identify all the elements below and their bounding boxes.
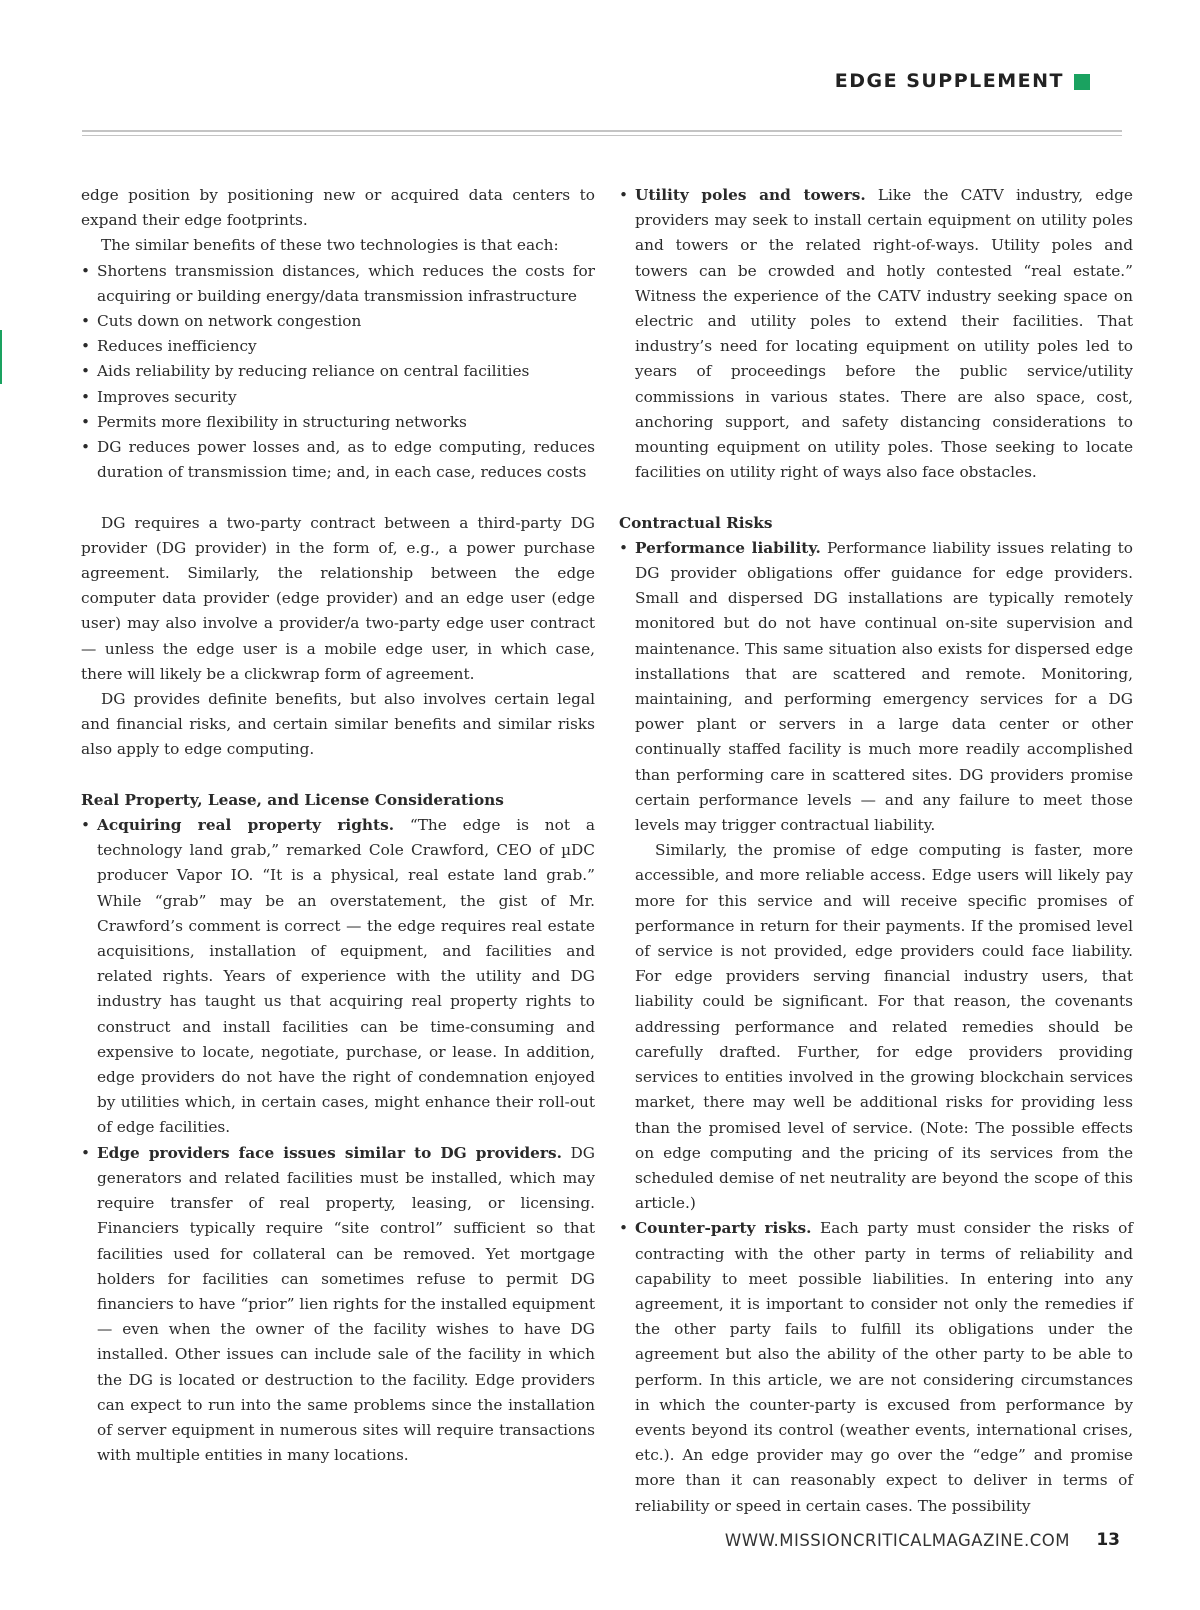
utility-list bbox=[619, 183, 1133, 485]
bullet-text: Performance liability issues relating to DG provider obligations offer guidance for edge providers. Small and dispersed DG installations are typically remotely monitored but do not have continual on-site supervision and maintenance. This same situation also exists for dispersed edge installations that are scattered and remote. Monitoring, maintaining, and performing emergency services for a DG power plant or servers in a large data center or other continually staffed facility is much more readily accomplished than performing care in scattered sites. DG providers promise certain performance levels — and any failure to meet those levels may trigger contractual liability. bbox=[635, 538, 1133, 835]
bullet-text: Like the CATV industry, edge providers may seek to install certain equipment on utility poles and towers or the related right-of-ways. Utility poles and towers can be crowded and hotly contested “real estate.” Witness the experience of the CATV industry seeking space on electric and utility poles to extend their facilities. That industry’s need for locating equipment on utility poles led to years of proceedings before the public service/utility commissions in various states. There are also space, cost, anchoring support, and safety distancing considerations to mounting equipment on utility poles. Those seeking to locate facilities on utility right of ways also face obstacles. bbox=[635, 186, 1133, 482]
bullet-title: Edge providers face issues similar to DG providers. bbox=[97, 1143, 562, 1162]
list-item bbox=[619, 183, 1133, 485]
list-item: • DG reduces power losses and, as to edge computing, reduces duration of transmission time; and, in each case, reduces costs bbox=[81, 435, 595, 485]
bullet-text: “The edge is not a technology land grab,” remarked Cole Crawford, CEO of µDC producer Vapor IO. “It is a physical, real estate land grab.” While “grab” may be an overstatement, the gist of Mr. Crawford’s comment is correct — the edge requires real estate acquisitions, installation of equipment, and facilities and related rights. Years of experience with the utility and DG industry has taught us that acquiring real property rights to construct and install facilities can be time-consuming and expensive to locate, negotiate, purchase, or lease. In addition, edge providers do not have the right of condemnation enjoyed by utilities which, in certain cases, might enhance their roll-out of edge facilities. bbox=[97, 816, 595, 1137]
header-rule-thin bbox=[82, 135, 1122, 136]
bullet-text: DG generators and related facilities must be installed, which may require transfer of real property, leasing, or licensing. Financiers typically require “site control” sufficient so that facilities used for collateral can be removed. Yet mortgage holders for facilities can sometimes refuse to permit DG financiers to have “prior” lien rights for the installed equipment — even when the owner of the facility wishes to have DG installed. Other issues can include sale of the facility in which the DG is located or destruction to the facility. Edge providers can expect to run into the same problems since the installation of server equipment in numerous sites will require transactions with multiple entities in many locations. bbox=[97, 1143, 595, 1465]
list-item: • Permits more flexibility in structuring networks bbox=[81, 410, 595, 435]
bullet-title: Utility poles and towers. bbox=[635, 186, 866, 204]
bullet-title: Acquiring real property rights. bbox=[97, 816, 395, 835]
list-item: • Shortens transmission distances, which reduces the costs for acquiring or building energy/data transmission infrastructure bbox=[81, 259, 595, 309]
bullet-title: Performance liability. bbox=[635, 538, 821, 557]
margin-accent-mark bbox=[0, 330, 2, 384]
list-item: • Aids reliability by reducing reliance on central facilities bbox=[81, 359, 595, 384]
list-item bbox=[619, 1216, 1133, 1518]
right-column bbox=[619, 183, 1133, 1519]
green-square-marker bbox=[1074, 74, 1090, 90]
body-paragraph: DG provides definite benefits, but also involves certain legal and financial risks, and certain similar benefits and similar risks also apply to edge computing. bbox=[81, 690, 595, 759]
supplement-title: EDGE SUPPLEMENT bbox=[834, 70, 1064, 92]
real-property-list bbox=[81, 813, 595, 1468]
body-paragraph: Similarly, the promise of edge computing is faster, more accessible, and more reliable access. Edge users will likely pay more for this service and will receive specific promises of performance in return for their payments. If the promised level of service is not provided, edge providers could face liability. For edge providers serving financial industry users, that liability could be significant. For that reason, the covenants addressing performance and related remedies should be carefully drafted. Further, for edge providers providing services to entities involved in the growing blockchain services market, there may well be additional risks for providing less than the promised level of service. (Note: The possible effects on edge computing and the pricing of its services from the scheduled demise of net neutrality are beyond the scope of this article.) bbox=[635, 841, 1133, 1213]
list-item: • Cuts down on network congestion bbox=[81, 309, 595, 334]
list-item bbox=[619, 536, 1133, 1216]
bullet-text: Each party must consider the risks of contracting with the other party in terms of reliability and capability to meet possible liabilities. In entering into any agreement, it is important to consider not only the remedies if the other party fails to fulfill its obligations under the agreement but also the ability of the other party to be able to perform. In this article, we are not considering circumstances in which the counter-party is excused from performance by events beyond its control (weather events, international crises, etc.). An edge provider may go over the “edge” and promise more than it can reasonably expect to deliver in terms of reliability or speed in certain cases. The possibility bbox=[635, 1219, 1133, 1515]
list-item bbox=[81, 1141, 595, 1469]
list-item bbox=[81, 813, 595, 1141]
section-heading-contractual-risks: Contractual Risks bbox=[619, 513, 773, 532]
bullet-title: Counter-party risks. bbox=[635, 1219, 812, 1238]
benefits-list bbox=[81, 259, 595, 486]
left-column bbox=[81, 183, 595, 1468]
contractual-risks-list bbox=[619, 536, 1133, 1519]
body-paragraph: DG requires a two-party contract between a third-party DG provider (DG provider) in the form of, e.g., a power purchase agreement. Similarly, the relationship between the edge computer data provider (edge provider) and an edge user (edge user) may also involve a provider/a two-party edge user contract — unless the edge user is a mobile edge user, in which case, there will likely be a clickwrap form of agreement. bbox=[81, 513, 595, 683]
list-item: • Improves security bbox=[81, 385, 595, 410]
benefits-intro: The similar benefits of these two technologies is that each: bbox=[101, 236, 559, 255]
list-item: • Reduces inefficiency bbox=[81, 334, 595, 359]
header-rule bbox=[82, 130, 1122, 132]
page-number: 13 bbox=[1096, 1530, 1120, 1550]
intro-paragraph: edge position by positioning new or acquired data centers to expand their edge footprints. bbox=[81, 186, 595, 230]
footer-url: WWW.MISSIONCRITICALMAGAZINE.COM bbox=[724, 1531, 1070, 1550]
section-heading-real-property: Real Property, Lease, and License Considerations bbox=[81, 790, 504, 809]
